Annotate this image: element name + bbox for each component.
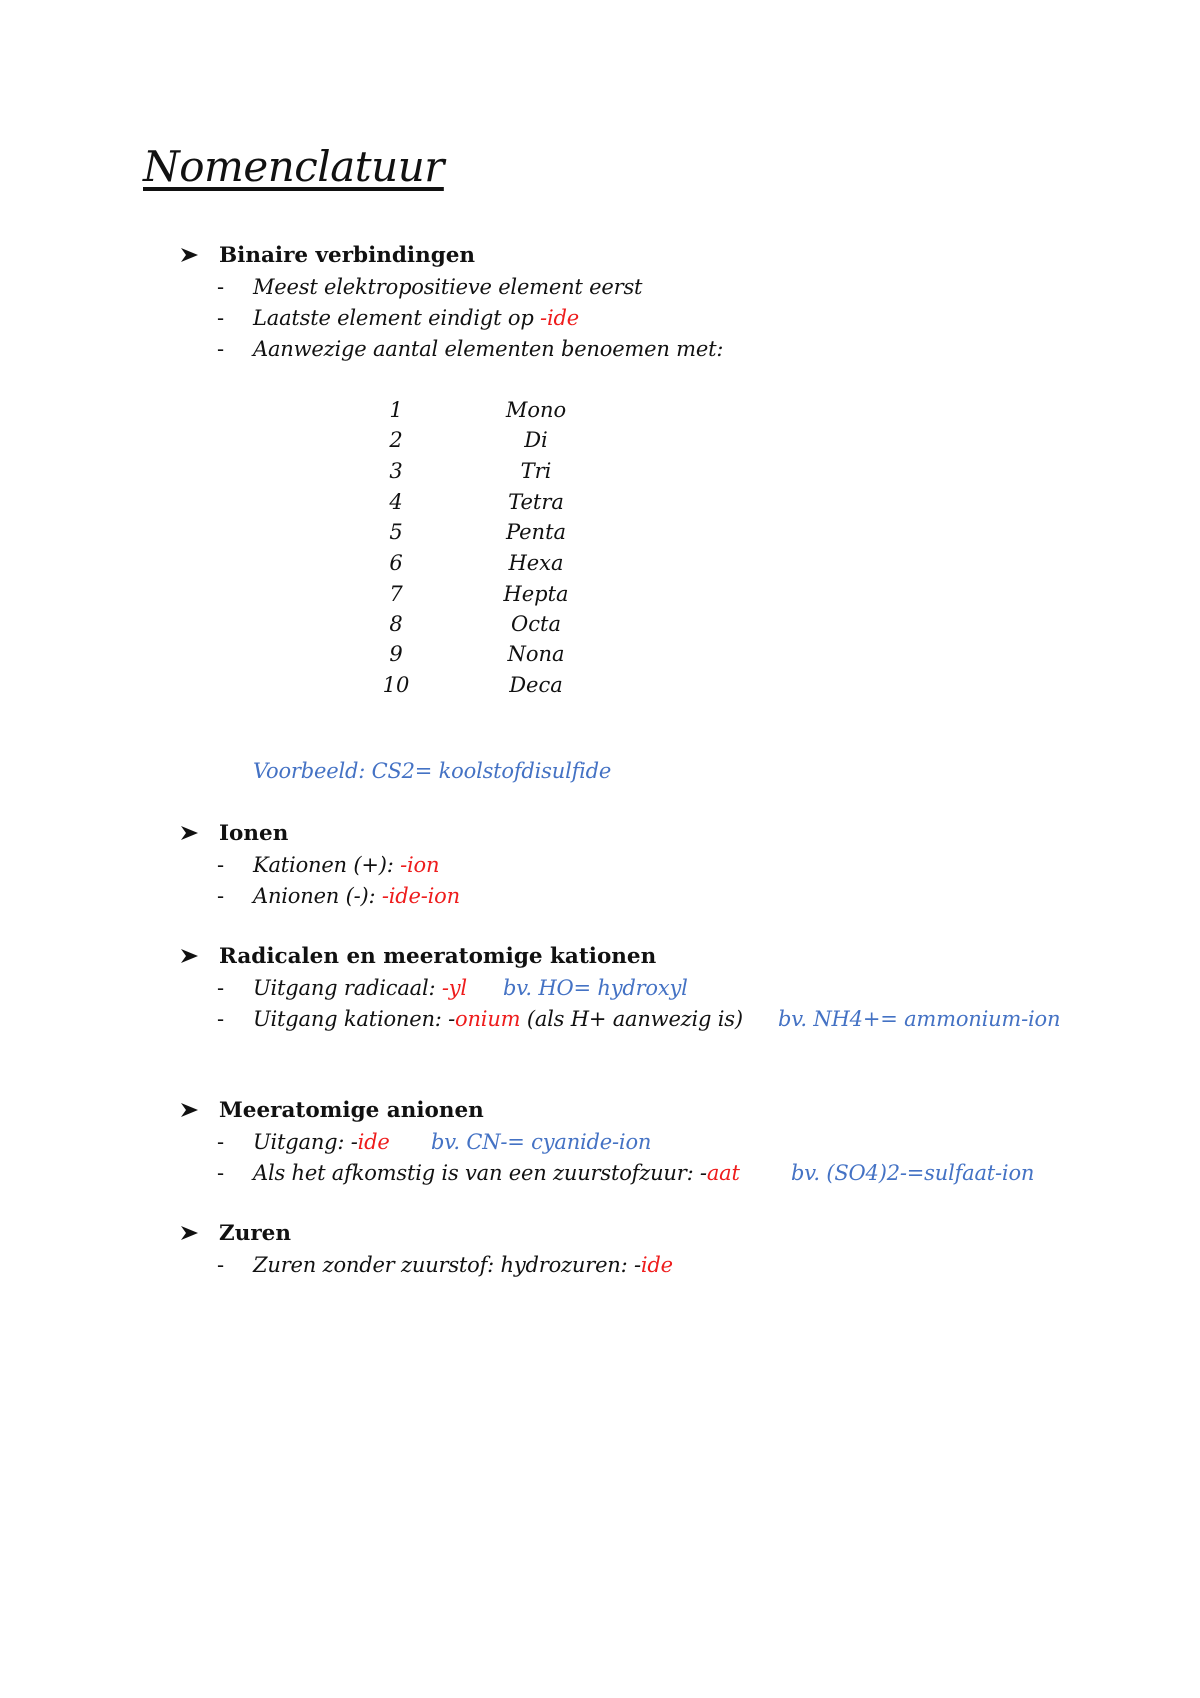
example-hydroxyl: bv. HO= hydroxyl [503,976,688,1000]
heading-text: Binaire verbindingen [219,243,476,268]
arrowhead-icon [180,1102,199,1118]
example-text: Voorbeeld: CS2= koolstofdisulfide [253,759,612,783]
list-item: - Meest elektropositieve element eerst [217,275,643,299]
prefix-name: Deca [509,673,563,697]
prefix-name: Nona [507,642,565,666]
heading-text: Ionen [219,821,289,846]
heading-text: Meeratomige anionen [219,1098,484,1123]
section-heading-binaire [182,242,475,270]
section-heading-zuren [182,1220,291,1248]
example-cyanide: bv. CN-= cyanide-ion [431,1130,652,1154]
prefix-name: Mono [505,398,567,422]
list-item: - Zuren zonder zuurstof: hydrozuren: -ide [217,1253,673,1277]
example-ammonium: bv. NH4+= ammonium-ion [778,1007,1061,1031]
prefix-number: 2 [389,428,403,452]
section-heading-radicalen [182,943,656,971]
prefix-number: 7 [389,582,403,606]
prefix-number: 6 [389,551,403,575]
prefix-name: Penta [505,520,567,544]
list-item: - Laatste element eindigt op -ide [217,306,579,330]
section-heading-ionen [182,820,288,848]
arrowhead-icon [180,825,199,841]
prefix-number: 3 [389,459,403,483]
section-heading-anionen [182,1097,484,1125]
heading-text: Zuren [219,1221,291,1246]
arrowhead-icon [180,948,199,964]
list-item: - Uitgang: -ide [217,1130,390,1154]
arrowhead-icon [180,247,199,263]
prefix-number: 10 [382,673,410,697]
list-item: - Uitgang kationen: -onium (als H+ aanwezig is) [217,1007,743,1031]
list-item: - Als het afkomstig is van een zuurstofzuur: -aat [217,1161,740,1185]
prefix-name: Hepta [503,582,569,606]
prefix-name: Tetra [508,490,564,514]
list-item: - Uitgang radicaal: -yl [217,976,467,1000]
prefix-name: Tri [520,459,552,483]
prefix-number: 1 [389,398,403,422]
prefix-number: 5 [389,520,403,544]
heading-text: Radicalen en meeratomige kationen [219,944,657,969]
example-sulfaat: bv. (SO4)2-=sulfaat-ion [791,1161,1035,1185]
page-title: Nomenclatuur [143,142,444,191]
list-item: - Aanwezige aantal elementen benoemen met: [217,337,724,361]
prefix-number: 9 [389,642,403,666]
prefix-name: Octa [511,612,561,636]
prefix-number: 4 [389,490,403,514]
arrowhead-icon [180,1225,199,1241]
prefix-name: Hexa [508,551,564,575]
list-item: - Anionen (-): -ide-ion [217,884,460,908]
prefix-number: 8 [389,612,403,636]
list-item: - Kationen (+): -ion [217,853,440,877]
prefix-name: Di [524,428,548,452]
